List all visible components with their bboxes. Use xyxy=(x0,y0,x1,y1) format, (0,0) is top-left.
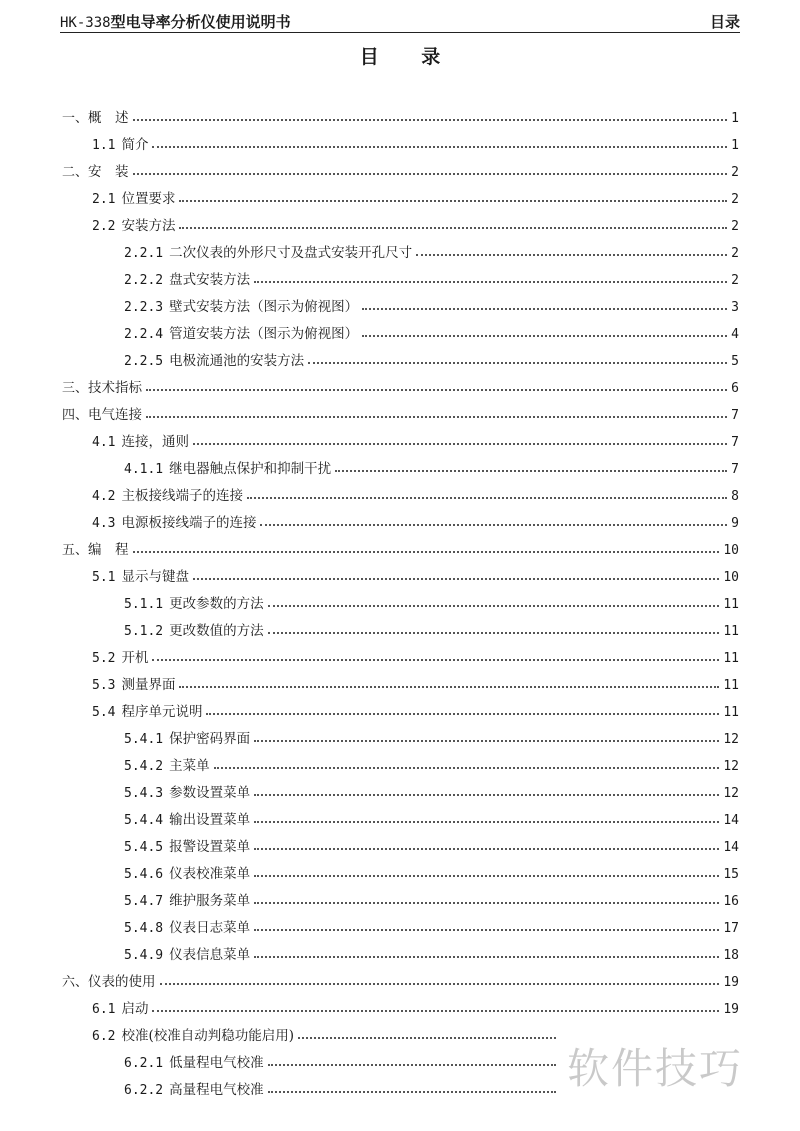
toc-entry[interactable] xyxy=(92,1017,560,1044)
toc-entry[interactable] xyxy=(124,342,739,369)
toc-entry[interactable] xyxy=(124,612,739,639)
toc-entry-title: 仪表信息菜单 xyxy=(169,947,251,963)
toc-entry-page: 10 xyxy=(723,570,739,585)
toc-entry-page: 19 xyxy=(723,975,739,990)
toc-entry-number: 2.2.1 xyxy=(124,246,164,261)
dot-leader xyxy=(133,550,720,553)
toc-entry-title: 显示与键盘 xyxy=(121,569,189,585)
toc-entry[interactable] xyxy=(92,126,739,153)
dot-leader xyxy=(254,901,719,904)
toc-entry-number: 1.1 xyxy=(92,138,116,153)
toc-entry-title: 报警设置菜单 xyxy=(169,839,251,855)
header-document-title xyxy=(60,11,291,32)
toc-entry-title: 盘式安装方法 xyxy=(169,272,251,288)
toc-entry-page: 6 xyxy=(731,381,739,396)
toc-entry-number: 5.4 xyxy=(92,705,116,720)
toc-entry[interactable] xyxy=(124,936,739,963)
toc-entry-page: 2 xyxy=(731,192,739,207)
toc-entry-number: 5.1.1 xyxy=(124,597,164,612)
toc-entry-page: 17 xyxy=(723,921,739,936)
dot-leader xyxy=(146,388,727,391)
dot-leader xyxy=(416,253,727,256)
toc-entry[interactable] xyxy=(124,909,739,936)
toc-entry-number: 5.4.8 xyxy=(124,921,164,936)
toc-entry-title: 编 程 xyxy=(88,542,129,558)
toc-entry[interactable] xyxy=(92,207,739,234)
dot-leader xyxy=(268,604,720,607)
toc-entry-page: 1 xyxy=(731,138,739,153)
toc-entry-number: 5.4.7 xyxy=(124,894,164,909)
dot-leader xyxy=(160,982,720,985)
toc-entry[interactable] xyxy=(92,639,739,666)
toc-entry-number: 4.2 xyxy=(92,489,116,504)
toc-entry[interactable] xyxy=(92,990,739,1017)
toc-entry[interactable] xyxy=(124,720,739,747)
toc-entry-title: 管道安装方法（图示为俯视图） xyxy=(169,326,359,342)
dot-leader xyxy=(254,874,719,877)
toc-entry-page: 11 xyxy=(723,597,739,612)
dot-leader xyxy=(268,631,720,634)
toc-entry-page: 3 xyxy=(731,300,739,315)
toc-entry-number: 5.4.1 xyxy=(124,732,164,747)
dot-leader xyxy=(179,199,727,202)
toc-entry-title: 二次仪表的外形尺寸及盘式安装开孔尺寸 xyxy=(169,245,413,261)
toc-entry-page: 2 xyxy=(731,246,739,261)
toc-entry[interactable] xyxy=(92,693,739,720)
toc-entry-title: 位置要求 xyxy=(121,191,176,207)
toc-entry-page: 8 xyxy=(731,489,739,504)
dot-leader xyxy=(247,496,727,499)
toc-entry-number: 四、 xyxy=(62,408,89,423)
dot-leader xyxy=(254,928,719,931)
header-title: 型电导率分析仪使用说明书 xyxy=(110,13,291,31)
dot-leader xyxy=(152,658,719,661)
toc-entry[interactable] xyxy=(62,369,739,396)
toc-entry[interactable] xyxy=(92,477,739,504)
toc-entry-number: 一、 xyxy=(62,111,89,126)
toc-entry-number: 2.2.4 xyxy=(124,327,164,342)
toc-entry-title: 更改参数的方法 xyxy=(169,596,264,612)
toc-entry[interactable] xyxy=(92,666,739,693)
dot-leader xyxy=(308,361,727,364)
header-section: 目录 xyxy=(709,13,740,31)
toc-entry-title: 仪表的使用 xyxy=(88,974,156,990)
toc-entry[interactable] xyxy=(62,153,739,180)
toc-entry[interactable] xyxy=(62,531,739,558)
toc-entry[interactable] xyxy=(124,1044,560,1071)
toc-entry[interactable] xyxy=(62,99,739,126)
toc-entry-title: 主菜单 xyxy=(169,758,210,774)
toc-entry-page: 11 xyxy=(723,678,739,693)
toc-entry-title: 电气连接 xyxy=(88,407,143,423)
toc-entry-page: 1 xyxy=(731,111,739,126)
toc-entry[interactable] xyxy=(124,801,739,828)
toc-entry-number: 4.1.1 xyxy=(124,462,164,477)
toc-entry-number: 2.1 xyxy=(92,192,116,207)
toc-entry-title: 输出设置菜单 xyxy=(169,812,251,828)
toc-entry-page: 2 xyxy=(731,273,739,288)
dot-leader xyxy=(193,577,719,580)
toc-entry-title: 校准(校准自动判稳功能启用) xyxy=(121,1028,295,1044)
dot-leader xyxy=(335,469,727,472)
toc-entry-number: 5.4.2 xyxy=(124,759,164,774)
toc-entry-page: 12 xyxy=(723,759,739,774)
dot-leader xyxy=(260,523,727,526)
toc-entry-title: 安装方法 xyxy=(121,218,176,234)
dot-leader xyxy=(254,847,719,850)
toc-entry[interactable] xyxy=(124,882,739,909)
toc-entry-page: 11 xyxy=(723,651,739,666)
dot-leader xyxy=(152,145,727,148)
toc-entry-number: 六、 xyxy=(62,975,89,990)
toc-entry-number: 2.2.5 xyxy=(124,354,164,369)
dot-leader xyxy=(214,766,720,769)
toc-entry-title: 程序单元说明 xyxy=(121,704,203,720)
toc-entry-number: 6.2.1 xyxy=(124,1056,164,1071)
toc-entry-title: 低量程电气校准 xyxy=(169,1055,264,1071)
toc-entry-page: 9 xyxy=(731,516,739,531)
toc-entry-page: 7 xyxy=(731,462,739,477)
toc-entry-page: 4 xyxy=(731,327,739,342)
toc-entry-number: 6.1 xyxy=(92,1002,116,1017)
toc-entry[interactable] xyxy=(92,423,739,450)
toc-entry-title: 连接，通则 xyxy=(121,434,189,450)
dot-leader xyxy=(254,739,719,742)
toc-entry-number: 5.1.2 xyxy=(124,624,164,639)
dot-leader xyxy=(268,1063,556,1066)
toc-entry-title: 测量界面 xyxy=(121,677,176,693)
toc-entry-title: 简介 xyxy=(121,137,149,153)
toc-entry[interactable] xyxy=(92,180,739,207)
toc-entry-title: 技术指标 xyxy=(88,380,143,396)
toc-entry-page: 5 xyxy=(731,354,739,369)
toc-entry-page: 12 xyxy=(723,786,739,801)
toc-entry-title: 高量程电气校准 xyxy=(169,1082,264,1098)
toc-entry-title: 仪表日志菜单 xyxy=(169,920,251,936)
toc-entry[interactable] xyxy=(124,1071,560,1098)
toc-entry-page: 14 xyxy=(723,840,739,855)
toc-entry-title: 启动 xyxy=(121,1001,149,1017)
toc-entry-page: 19 xyxy=(723,1002,739,1017)
toc-entry[interactable] xyxy=(124,828,739,855)
toc-entry-page: 7 xyxy=(731,408,739,423)
toc-entry-number: 4.1 xyxy=(92,435,116,450)
toc-entry-number: 4.3 xyxy=(92,516,116,531)
dot-leader xyxy=(133,118,728,121)
toc-entry-title: 开机 xyxy=(121,650,149,666)
toc-entry-page: 14 xyxy=(723,813,739,828)
toc-entry-title: 保护密码界面 xyxy=(169,731,251,747)
toc-entry-number: 5.4.4 xyxy=(124,813,164,828)
toc-entry[interactable] xyxy=(124,234,739,261)
toc-entry[interactable] xyxy=(62,396,739,423)
toc-entry-page: 16 xyxy=(723,894,739,909)
toc-entry-number: 五、 xyxy=(62,543,89,558)
toc-entry-page: 15 xyxy=(723,867,739,882)
dot-leader xyxy=(179,226,727,229)
toc-entry[interactable] xyxy=(62,963,739,990)
toc-entry[interactable] xyxy=(124,450,739,477)
toc-entry[interactable] xyxy=(124,585,739,612)
toc-entry-page: 7 xyxy=(731,435,739,450)
dot-leader xyxy=(362,334,727,337)
toc-entry-page: 2 xyxy=(731,165,739,180)
toc-entry[interactable] xyxy=(124,855,739,882)
toc-entry-page: 10 xyxy=(723,543,739,558)
toc-entry[interactable] xyxy=(124,774,739,801)
toc-entry-title: 概 述 xyxy=(88,110,129,126)
toc-entry-page: 18 xyxy=(723,948,739,963)
dot-leader xyxy=(206,712,719,715)
toc-entry-page: 11 xyxy=(723,705,739,720)
toc-entry[interactable] xyxy=(124,747,739,774)
dot-leader xyxy=(298,1036,556,1039)
toc-entry-number: 2.2.2 xyxy=(124,273,164,288)
dot-leader xyxy=(179,685,719,688)
toc-entry-title: 继电器触点保护和抑制干扰 xyxy=(169,461,332,477)
toc-entry-number: 2.2 xyxy=(92,219,116,234)
toc-entry-title: 更改数值的方法 xyxy=(169,623,264,639)
toc-entry-number: 5.3 xyxy=(92,678,116,693)
toc-entry-number: 2.2.3 xyxy=(124,300,164,315)
dot-leader xyxy=(254,280,727,283)
toc-entry-number: 6.2.2 xyxy=(124,1083,164,1098)
toc-entry-title: 维护服务菜单 xyxy=(169,893,251,909)
toc-entry-number: 6.2 xyxy=(92,1029,116,1044)
toc-entry-title: 电源板接线端子的连接 xyxy=(121,515,257,531)
dot-leader xyxy=(133,172,728,175)
toc-entry[interactable] xyxy=(92,558,739,585)
toc-entry-number: 三、 xyxy=(62,381,89,396)
toc-entry-title: 壁式安装方法（图示为俯视图） xyxy=(169,299,359,315)
dot-leader xyxy=(254,793,719,796)
toc-entry-number: 5.2 xyxy=(92,651,116,666)
toc-entry-title: 电极流通池的安装方法 xyxy=(169,353,305,369)
watermark: 软件技巧 xyxy=(567,1044,744,1093)
page-title: 目 录 xyxy=(359,46,459,68)
dot-leader xyxy=(362,307,727,310)
toc-entry-number: 5.4.5 xyxy=(124,840,164,855)
dot-leader xyxy=(193,442,727,445)
toc-entry-title: 安 装 xyxy=(88,164,129,180)
toc-entry[interactable] xyxy=(124,315,739,342)
toc-entry-number: 5.1 xyxy=(92,570,116,585)
toc-entry-page: 12 xyxy=(723,732,739,747)
toc-entry[interactable] xyxy=(124,288,739,315)
page-header xyxy=(60,8,740,33)
dot-leader xyxy=(254,955,719,958)
toc-entry-title: 参数设置菜单 xyxy=(169,785,251,801)
toc-entry-number: 5.4.9 xyxy=(124,948,164,963)
toc-entry-number: 5.4.6 xyxy=(124,867,164,882)
toc-entry-number: 二、 xyxy=(62,165,89,180)
toc-entry-number: 5.4.3 xyxy=(124,786,164,801)
dot-leader xyxy=(254,820,719,823)
toc-entry[interactable] xyxy=(124,261,739,288)
toc-entry-title: 仪表校准菜单 xyxy=(169,866,251,882)
header-model: HK-338 xyxy=(60,15,111,31)
dot-leader xyxy=(146,415,727,418)
toc-entry-title: 主板接线端子的连接 xyxy=(121,488,243,504)
dot-leader xyxy=(268,1090,556,1093)
toc-entry-page: 11 xyxy=(723,624,739,639)
toc-entry[interactable] xyxy=(92,504,739,531)
toc-entry-page: 2 xyxy=(731,219,739,234)
dot-leader xyxy=(152,1009,719,1012)
